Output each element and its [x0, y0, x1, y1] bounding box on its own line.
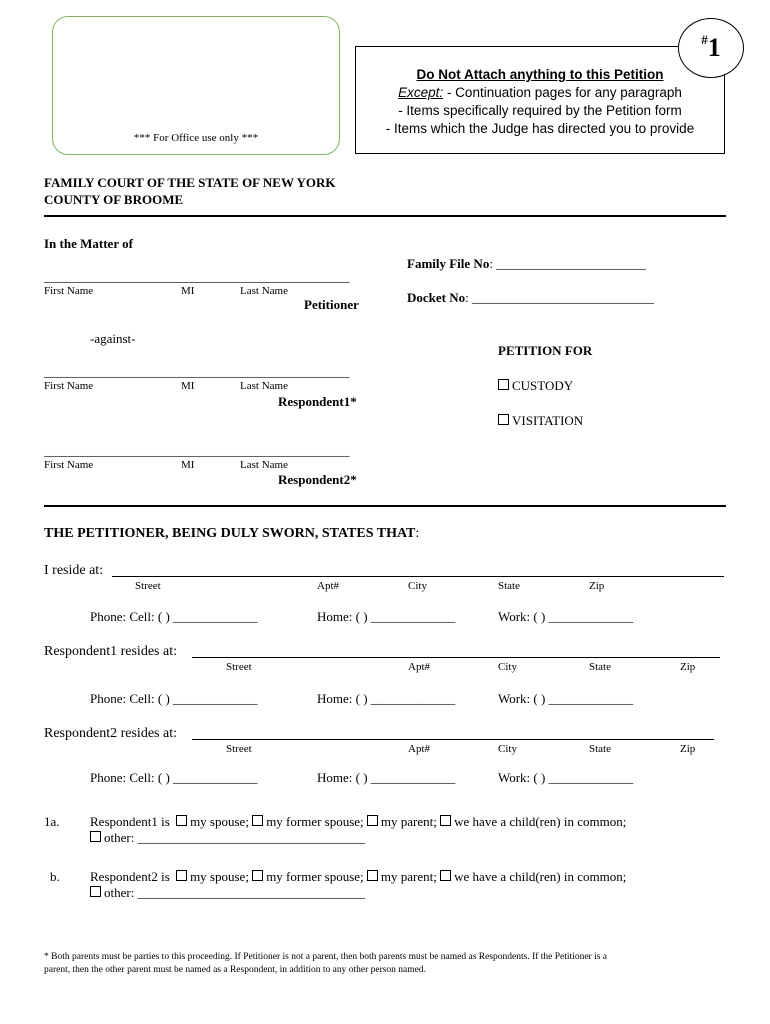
respondent1-home-phone[interactable]: Home: ( ) _____________: [317, 691, 456, 706]
notice-line-1: [356, 85, 724, 100]
petitioner-mi-label: MI: [181, 285, 195, 297]
in-matter-of: In the Matter of: [44, 236, 133, 251]
petitioner-street-label: Street: [135, 580, 161, 592]
custody-checkbox[interactable]: [498, 379, 509, 390]
visitation-label: VISITATION: [512, 413, 584, 428]
resp1-child-common-checkbox[interactable]: [440, 815, 451, 826]
footnote-line-2: parent, then the other parent must be named as a Respondent, in addition to any other person named.: [44, 965, 427, 975]
respondent1-apt-label: Apt#: [408, 661, 430, 673]
respondent2-city-label: City: [498, 743, 517, 755]
office-use-label: *** For Office use only ***: [133, 132, 259, 144]
footnote-line-1: * Both parents must be parties to this proceeding. If Petitioner is not a parent, then both parents must be named as Respondents. If the Petitioner is a: [44, 952, 608, 962]
caption-divider: [44, 505, 726, 507]
respondent2-last-name-label: Last Name: [240, 459, 288, 471]
docket-label: Docket No: [407, 290, 466, 305]
resp1-former-spouse-label: my former spouse;: [266, 814, 364, 829]
respondent1-state-label: State: [589, 661, 611, 673]
petitioner-work-phone[interactable]: Work: ( ) _____________: [498, 609, 634, 624]
respondent2-first-name-label: First Name: [44, 459, 94, 471]
respondent2-role: Respondent2*: [278, 472, 357, 487]
resp1-child-common-label: we have a child(ren) in common;: [454, 814, 627, 829]
attachment-notice-box: [355, 46, 725, 154]
notice-line-1-text: - Continuation pages for any paragraph: [443, 85, 682, 100]
form-number-badge: [678, 18, 744, 78]
resp2-spouse-label: my spouse;: [190, 869, 249, 884]
office-use-box: [52, 16, 340, 155]
docket-number[interactable]: [407, 290, 654, 306]
respondent2-mi-label: MI: [181, 459, 195, 471]
resp1-former-spouse-checkbox[interactable]: [252, 815, 263, 826]
respondent1-city-label: City: [498, 661, 517, 673]
family-file-label: Family File No: [407, 256, 490, 271]
visitation-option[interactable]: [498, 413, 583, 429]
respondent2-home-phone[interactable]: Home: ( ) _____________: [317, 770, 456, 785]
resp2-former-spouse-checkbox[interactable]: [252, 870, 263, 881]
visitation-checkbox[interactable]: [498, 414, 509, 425]
respondent2-zip-label: Zip: [680, 743, 696, 755]
resp2-child-common-checkbox[interactable]: [440, 870, 451, 881]
petitioner-address-label: I reside at:: [44, 563, 104, 578]
petitioner-address-line[interactable]: [112, 576, 724, 577]
resp2-former-spouse-label: my former spouse;: [266, 869, 364, 884]
respondent1-other-row: [90, 830, 365, 846]
badge-number: 1: [707, 33, 721, 62]
notice-line-3: - Items which the Judge has directed you to provide: [385, 121, 695, 136]
resp2-parent-checkbox[interactable]: [367, 870, 378, 881]
resp2-other-checkbox[interactable]: [90, 886, 101, 897]
respondent1-first-name-label: First Name: [44, 380, 94, 392]
resp1-other-field[interactable]: other: ___________________________________: [104, 830, 366, 845]
respondent1-cell-phone[interactable]: Phone: Cell: ( ) _____________: [90, 691, 258, 706]
respondent1-last-name-label: Last Name: [240, 380, 288, 392]
petitioner-name-line[interactable]: _______________________________________________: [44, 269, 350, 284]
header-divider: [44, 215, 726, 217]
family-file-blank: : _______________________: [489, 256, 646, 271]
petitioner-last-name-label: Last Name: [240, 285, 288, 297]
family-file-number[interactable]: [407, 256, 646, 272]
respondent2-cell-phone[interactable]: Phone: Cell: ( ) _____________: [90, 770, 258, 785]
petitioner-role: Petitioner: [304, 297, 359, 312]
petitioner-cell-phone[interactable]: Phone: Cell: ( ) _____________: [90, 609, 258, 624]
respondent2-other-row: [90, 885, 365, 901]
respondent2-state-label: State: [589, 743, 611, 755]
against-label: -against-: [90, 331, 136, 346]
respondent2-work-phone[interactable]: Work: ( ) _____________: [498, 770, 634, 785]
resp1-spouse-label: my spouse;: [190, 814, 249, 829]
resp1-other-checkbox[interactable]: [90, 831, 101, 842]
item-b-label: b.: [50, 869, 60, 884]
court-name: FAMILY COURT OF THE STATE OF NEW YORK: [44, 175, 336, 190]
resp1-parent-label: my parent;: [380, 814, 437, 829]
item-1a-label: 1a.: [44, 814, 60, 829]
custody-option[interactable]: [498, 378, 573, 394]
respondent1-role: Respondent1*: [278, 394, 357, 409]
sworn-heading-text: THE PETITIONER, BEING DULY SWORN, STATES THAT: [44, 526, 416, 541]
respondent1-mi-label: MI: [181, 380, 195, 392]
respondent2-relation-row: [90, 869, 626, 885]
respondent1-name-line[interactable]: _______________________________________________: [44, 364, 350, 379]
petitioner-apt-label: Apt#: [317, 580, 339, 592]
respondent2-name-line[interactable]: _______________________________________________: [44, 443, 350, 458]
notice-line-2: - Items specifically required by the Petition form: [398, 103, 682, 118]
respondent1-zip-label: Zip: [680, 661, 696, 673]
respondent2-address-label: Respondent2 resides at:: [44, 726, 177, 741]
petitioner-zip-label: Zip: [589, 580, 605, 592]
respondent2-is-label: Respondent2 is: [90, 869, 170, 884]
respondent1-address-line[interactable]: [192, 657, 720, 658]
resp1-spouse-checkbox[interactable]: [176, 815, 187, 826]
respondent1-work-phone[interactable]: Work: ( ) _____________: [498, 691, 634, 706]
badge-hash: #: [701, 32, 708, 47]
county-name: COUNTY OF BROOME: [44, 192, 184, 207]
resp1-parent-checkbox[interactable]: [367, 815, 378, 826]
resp2-spouse-checkbox[interactable]: [176, 870, 187, 881]
respondent2-street-label: Street: [226, 743, 252, 755]
resp2-other-field[interactable]: other: ___________________________________: [104, 885, 366, 900]
notice-except-label: Except:: [398, 85, 444, 100]
notice-title: Do Not Attach anything to this Petition: [416, 67, 664, 82]
petitioner-first-name-label: First Name: [44, 285, 94, 297]
petitioner-home-phone[interactable]: Home: ( ) _____________: [317, 609, 456, 624]
petitioner-city-label: City: [408, 580, 427, 592]
resp2-parent-label: my parent;: [380, 869, 437, 884]
petition-for-heading: PETITION FOR: [498, 343, 593, 358]
respondent2-address-line[interactable]: [192, 739, 714, 740]
sworn-statement-heading: [44, 526, 419, 542]
custody-label: CUSTODY: [512, 378, 574, 393]
respondent1-relation-row: [90, 814, 626, 830]
docket-blank: : ____________________________: [465, 290, 655, 305]
resp2-child-common-label: we have a child(ren) in common;: [454, 869, 627, 884]
respondent1-is-label: Respondent1 is: [90, 814, 170, 829]
respondent1-street-label: Street: [226, 661, 252, 673]
petitioner-state-label: State: [498, 580, 520, 592]
respondent2-apt-label: Apt#: [408, 743, 430, 755]
respondent1-address-label: Respondent1 resides at:: [44, 644, 177, 659]
sworn-heading-colon: :: [415, 526, 420, 541]
